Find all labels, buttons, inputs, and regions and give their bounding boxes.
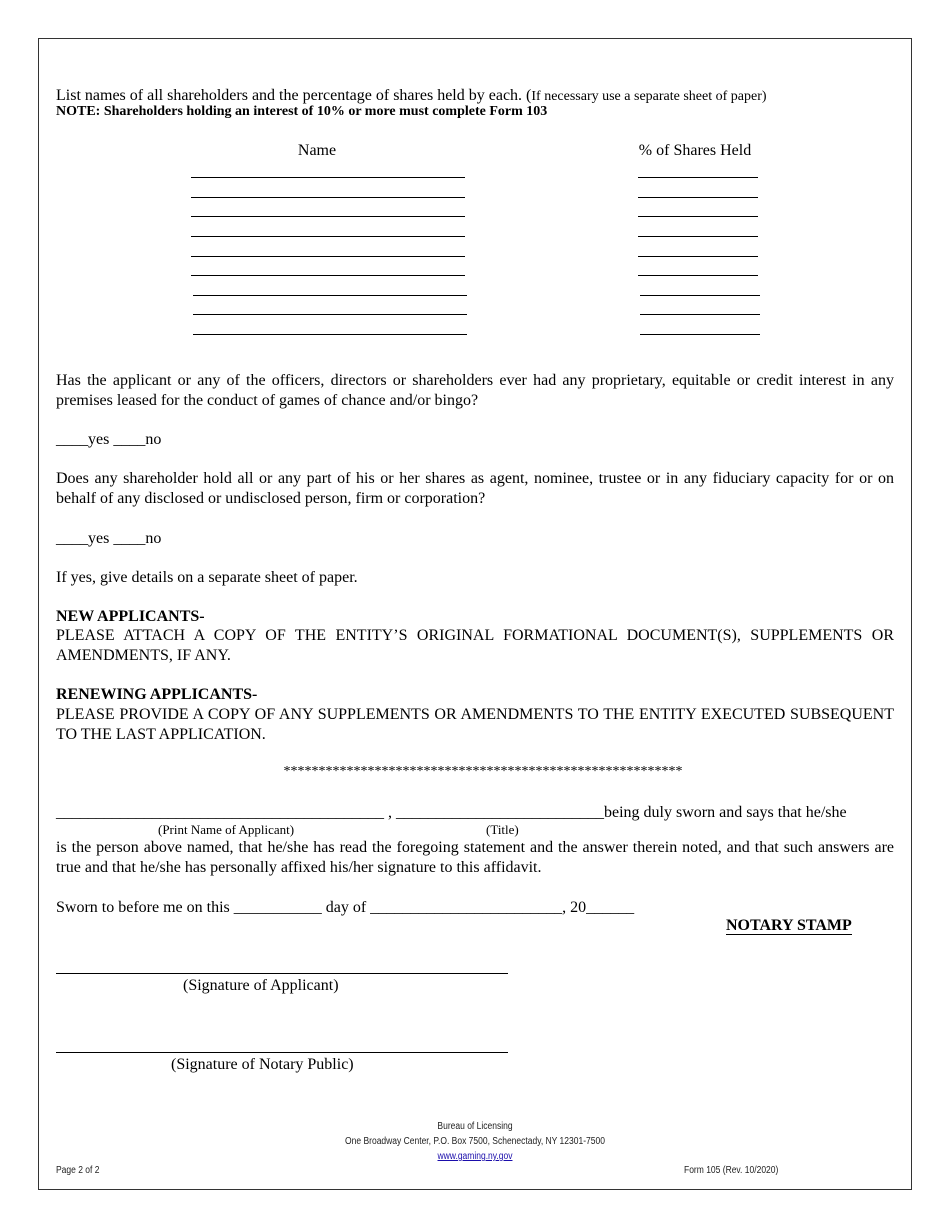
shares-line[interactable] [638,216,758,217]
name-line[interactable] [191,177,465,178]
intro-small-note: If necessary use a separate sheet of paper) [531,89,767,104]
question-premises-interest: Has the applicant or any of the officers, directors or shareholders ever had any proprietary, equitable or credit interest in any premises leased for the conduct of games of chance and/or bingo? [56,372,894,409]
footer-website-wrap [348,1151,603,1162]
name-column-header: Name [297,142,337,159]
notary-signature-line[interactable] [56,1052,508,1053]
question-fiduciary-shares: Does any shareholder hold all or any part of his or her shares as agent, nominee, trustee or in any fiduciary capacity for or on behalf of any disclosed or undisclosed person, firm or corporation? [56,470,894,507]
name-line[interactable] [191,256,465,257]
shares-line[interactable] [640,334,760,335]
notary-signature-label: (Signature of Notary Public) [171,1056,354,1073]
footer-form-number: Form 105 (Rev. 10/2020) [684,1165,779,1176]
name-line[interactable] [191,275,465,276]
shares-line[interactable] [638,197,758,198]
title-label: (Title) [486,822,519,837]
shares-line[interactable] [638,177,758,178]
footer-bureau: Bureau of Licensing [437,1121,513,1132]
asterisk-divider: ********************************************************* [283,764,683,779]
q2-details-note: If yes, give details on a separate sheet of paper. [56,569,358,586]
print-name-label: (Print Name of Applicant) [158,822,295,837]
intro-line: List names of all shareholders and the percentage of shares held by each. ( [56,87,532,104]
affidavit-sworn-line[interactable]: _________________________________________ , __________________________being duly sworn and says that he/she [56,804,847,821]
notary-stamp-label [726,916,852,936]
shares-line[interactable] [638,236,758,237]
renewing-applicants-heading: RENEWING APPLICANTS- [56,686,258,703]
shares-line[interactable] [640,295,760,296]
name-line[interactable] [193,295,467,296]
name-line[interactable] [193,314,467,315]
footer-address: One Broadway Center, P.O. Box 7500, Schenectady, NY 12301-7500 [345,1136,605,1147]
footer-website-link[interactable]: www.gaming.ny.gov [437,1151,513,1162]
notary-stamp-text: NOTARY STAMP [726,917,852,934]
new-applicants-heading: NEW APPLICANTS- [56,608,205,625]
shares-line[interactable] [638,256,758,257]
shares-line[interactable] [638,275,758,276]
name-line[interactable] [191,197,465,198]
footer-page-number: Page 2 of 2 [56,1165,100,1176]
applicant-signature-label: (Signature of Applicant) [183,977,339,994]
shares-line[interactable] [640,314,760,315]
name-line[interactable] [193,334,467,335]
new-applicants-text: PLEASE ATTACH A COPY OF THE ENTITY’S ORIGINAL FORMATIONAL DOCUMENT(S), SUPPLEMENTS OR AMENDMENTS, IF ANY. [56,627,894,664]
affidavit-body: is the person above named, that he/she has read the foregoing statement and the answer therein noted, and that such answers are true and that he/she has personally affixed his/her signature to this affidavit. [56,839,894,876]
renewing-applicants-text: PLEASE PROVIDE A COPY OF ANY SUPPLEMENTS OR AMENDMENTS TO THE ENTITY EXECUTED SUBSEQUENT TO THE LAST APPLICATION. [56,706,894,743]
shares-column-header: % of Shares Held [638,142,752,159]
form103-note: NOTE: Shareholders holding an interest of 10% or more must complete Form 103 [56,104,548,119]
q1-yes-no[interactable]: ____yes ____no [56,431,162,448]
sworn-before-line[interactable]: Sworn to before me on this ___________ day of ________________________, 20______ [56,899,635,916]
q2-yes-no[interactable]: ____yes ____no [56,530,162,547]
applicant-signature-line[interactable] [56,973,508,974]
name-line[interactable] [191,236,465,237]
name-line[interactable] [191,216,465,217]
